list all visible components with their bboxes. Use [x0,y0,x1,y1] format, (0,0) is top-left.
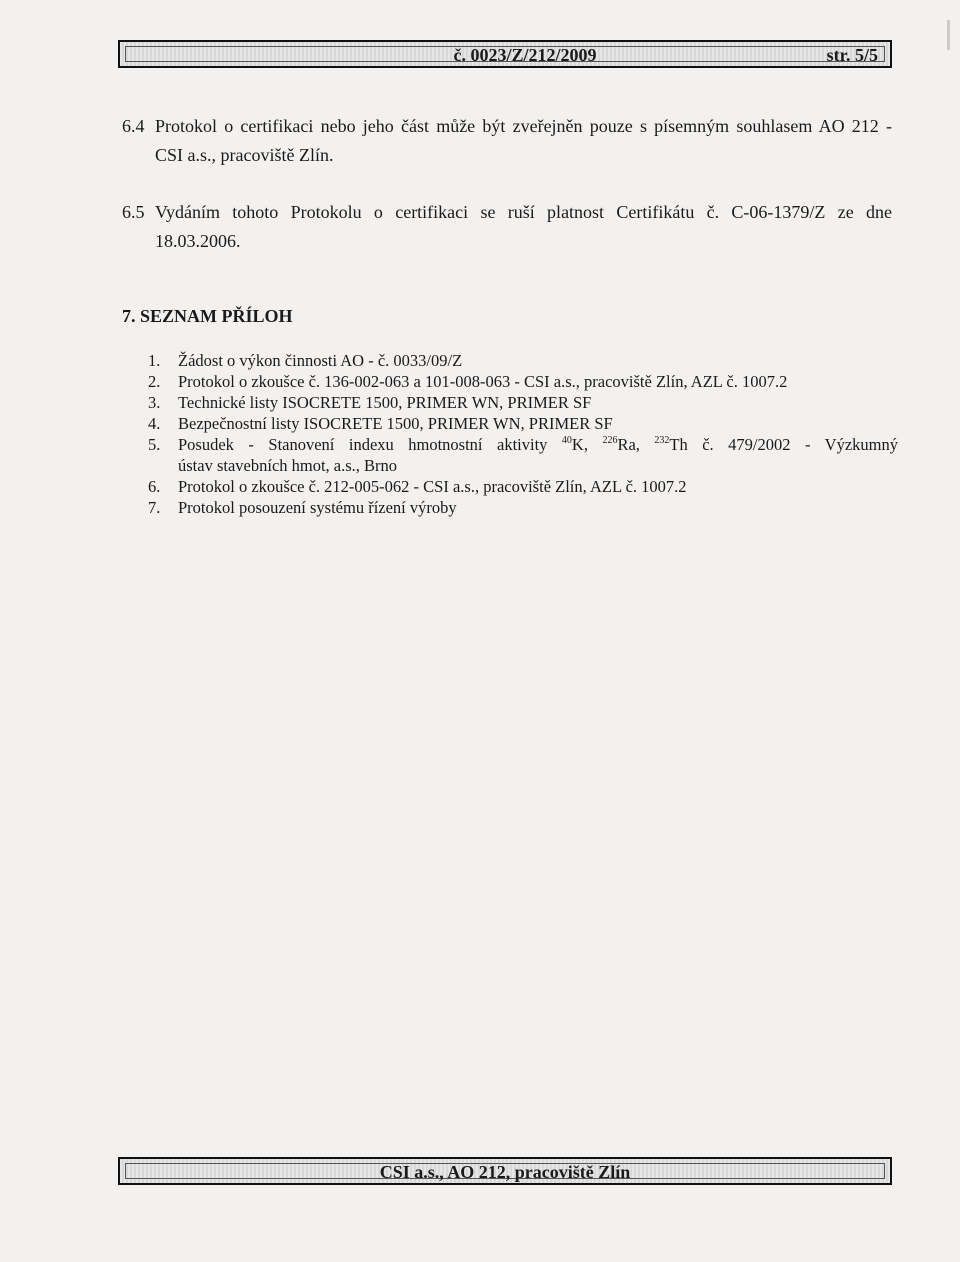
list-item [148,413,898,434]
list-item-text: Protokol posouzení systému řízení výroby [178,498,457,517]
list-item-line1 [178,434,898,455]
header-document-number: č. 0023/Z/212/2009 [453,45,597,65]
list-item [148,350,898,371]
assessment-text-start: Posudek - Stanovení indexu hmotnostní aktivity [178,435,562,454]
list-item-text: Protokol o zkoušce č. 136-002-063 a 101-008-063 - CSI a.s., pracoviště Zlín, AZL č. 1007.2 [178,372,788,391]
list-item-text: Protokol o zkoušce č. 212-005-062 - CSI a.s., pracoviště Zlín, AZL č. 1007.2 [178,477,687,496]
paragraph-text: Protokol o certifikaci nebo jeho část může být zveřejněn pouze s písemným souhlasem AO 212 - [155,116,892,136]
paragraph-6-5-line1 [122,198,892,227]
list-item [148,392,898,413]
paragraph-6-5-line2: 18.03.2006. [155,231,241,251]
paragraph-6-4 [122,112,892,170]
scan-mark [947,20,950,50]
list-item-number: 5. [148,435,161,454]
isotope-element-th: Th [669,435,688,454]
list-item-number: 3. [148,393,161,412]
paragraph-6-4-line2: CSI a.s., pracoviště Zlín. [155,145,334,165]
isotope-element-ra: Ra, [617,435,655,454]
list-item-text [178,434,898,476]
paragraph-number: 6.4 [122,116,145,136]
list-item [148,497,898,518]
paragraph-number: 6.5 [122,202,145,222]
attachments-list [148,350,898,518]
list-item-text: Žádost o výkon činnosti AO - č. 0033/09/Z [178,351,463,370]
page-header [118,40,892,68]
list-item-number: 4. [148,414,161,433]
list-item [148,476,898,497]
paragraph-6-4-line1 [122,112,892,141]
list-item-text: Technické listy ISOCRETE 1500, PRIMER WN, PRIMER SF [178,393,592,412]
list-item-text: Bezpečnostní listy ISOCRETE 1500, PRIMER WN, PRIMER SF [178,414,613,433]
list-item-line2: ústav stavebních hmot, a.s., Brno [178,456,398,475]
header-page-number: str. 5/5 [826,45,878,65]
list-item-number: 1. [148,351,161,370]
paragraph-text: Vydáním tohoto Protokolu o certifikaci se ruší platnost Certifikátu č. C-06-1379/Z ze dne [155,202,892,222]
isotope-element-k: K, [571,435,603,454]
section-title-attachments: 7. SEZNAM PŘÍLOH [122,306,293,326]
list-item-number: 6. [148,477,161,496]
list-item [148,371,898,392]
isotope-mass-th: 232 [654,435,670,446]
list-item-number: 7. [148,498,161,517]
list-item-number: 2. [148,372,161,391]
paragraph-6-5 [122,198,892,256]
isotope-mass-ra: 226 [602,435,618,446]
assessment-text-end: č. 479/2002 - Výzkumný [687,435,898,454]
isotope-mass-k: 40 [561,435,572,446]
list-item [148,434,898,476]
footer-organization: CSI a.s., AO 212, pracoviště Zlín [379,1162,631,1182]
page-footer [118,1157,892,1185]
